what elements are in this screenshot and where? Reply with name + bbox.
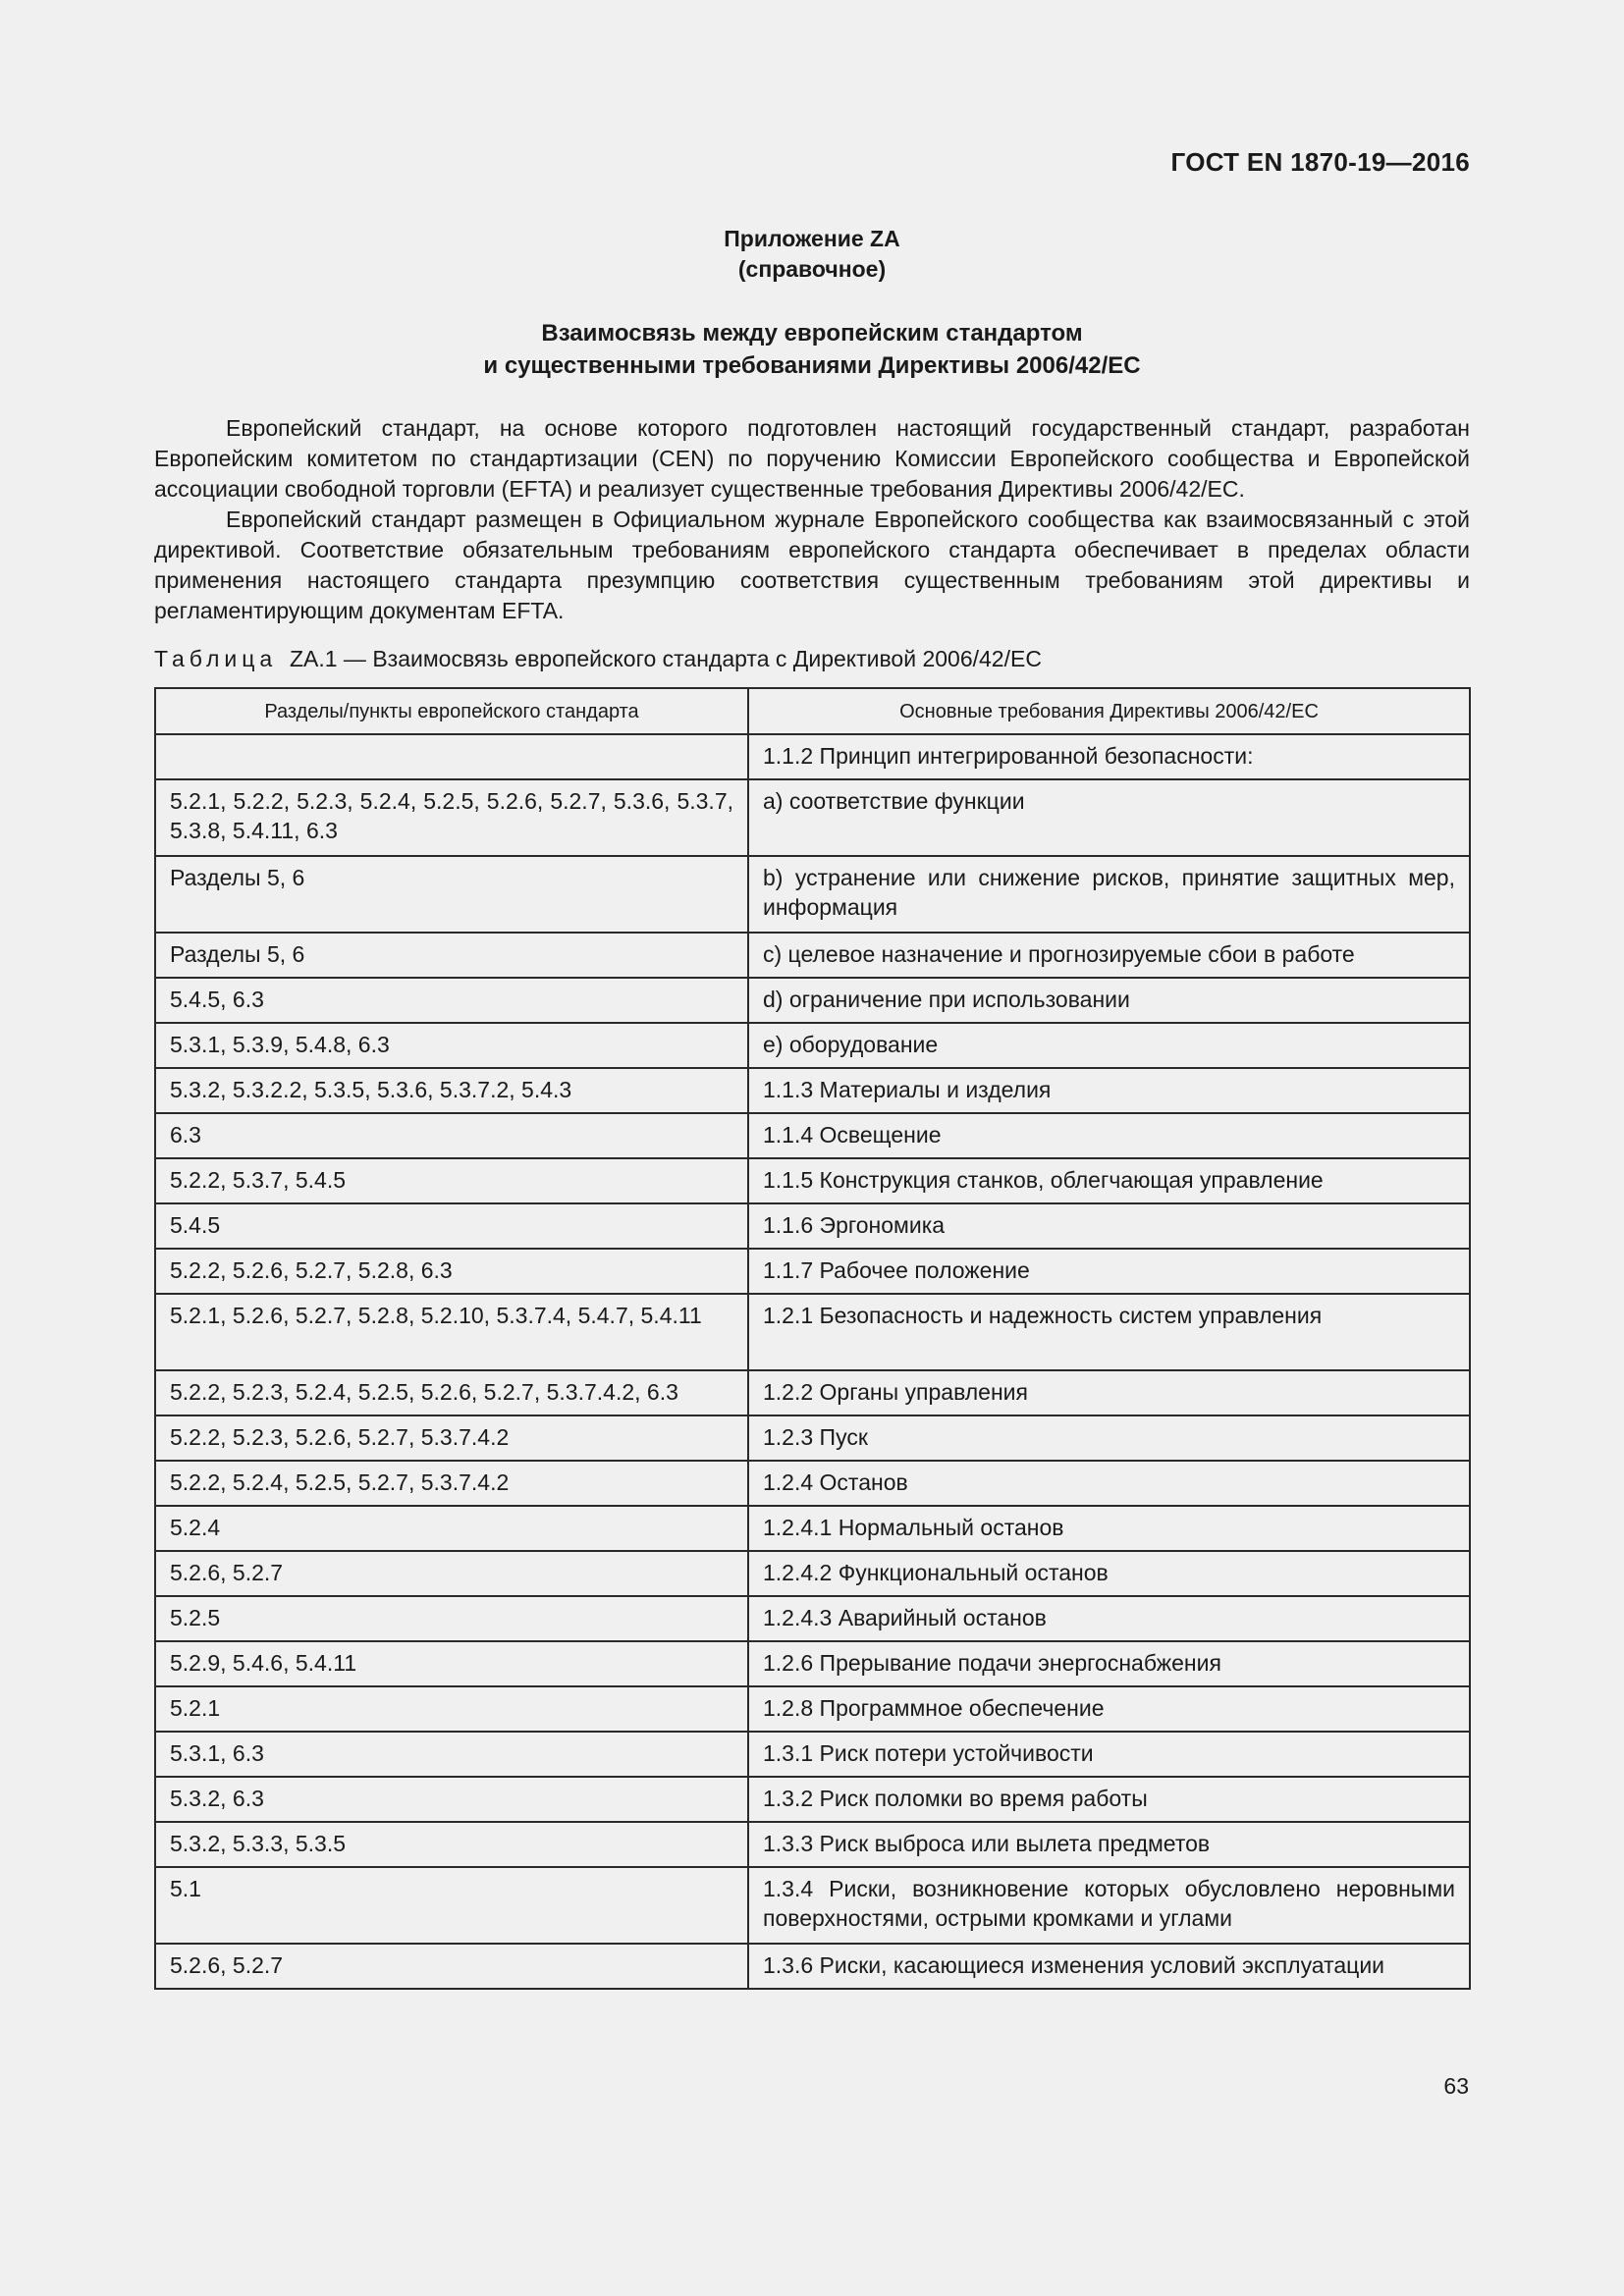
column-header-standard-clauses: Разделы/пункты европейского стандарта [155, 688, 748, 734]
table-row [155, 1822, 1470, 1867]
cell-directive-requirement: 1.2.8 Программное обеспечение [748, 1686, 1470, 1732]
table-row [155, 1732, 1470, 1777]
cell-standard-clauses: 5.4.5, 6.3 [155, 978, 748, 1023]
paragraph: Европейский стандарт размещен в Официальном журнале Европейского сообщества как взаимосвязанный с этой директивой. Соответствие обязательным требованиям европейского стандарта обеспечивает в пределах области применения настоящего стандарта презумпцию соответствия существенным требованиям этой директивы и регламентирующим документам EFTA. [154, 507, 1470, 623]
table-row [155, 1158, 1470, 1203]
table-caption-label: Таблица [154, 646, 278, 671]
cell-standard-clauses: 5.2.1, 5.2.6, 5.2.7, 5.2.8, 5.2.10, 5.3.7.4, 5.4.7, 5.4.11 [155, 1294, 748, 1370]
cell-directive-requirement: 1.1.3 Материалы и изделия [748, 1068, 1470, 1113]
cell-directive-requirement: a) соответствие функции [748, 779, 1470, 856]
table-row [155, 978, 1470, 1023]
table-body [155, 734, 1470, 1989]
cell-directive-requirement: 1.1.4 Освещение [748, 1113, 1470, 1158]
cell-standard-clauses: 5.2.2, 5.2.6, 5.2.7, 5.2.8, 6.3 [155, 1249, 748, 1294]
cell-standard-clauses: 5.3.1, 5.3.9, 5.4.8, 6.3 [155, 1023, 748, 1068]
cell-standard-clauses: 5.3.1, 6.3 [155, 1732, 748, 1777]
table-row [155, 1867, 1470, 1944]
paragraph: Европейский стандарт, на основе которого подготовлен настоящий государственный стандарт, разработан Европейским комитетом по стандартизации (CEN) по поручению Комиссии Европейского сообщества и Европейской ассоциации свободной торговли (EFTA) и реализует существенные требования Директивы 2006/42/ЕС. [154, 415, 1470, 502]
cell-directive-requirement: 1.3.3 Риск выброса или вылета предметов [748, 1822, 1470, 1867]
table-row [155, 1203, 1470, 1249]
cell-standard-clauses: 5.2.2, 5.3.7, 5.4.5 [155, 1158, 748, 1203]
appendix-title: Приложение ZA [724, 226, 900, 251]
section-title-line-2: и существенными требованиями Директивы 2006/42/ЕС [483, 352, 1141, 379]
correspondence-table [154, 687, 1471, 1990]
table-row [155, 779, 1470, 856]
cell-directive-requirement: 1.2.3 Пуск [748, 1415, 1470, 1461]
cell-standard-clauses: 5.3.2, 5.3.2.2, 5.3.5, 5.3.6, 5.3.7.2, 5.4.3 [155, 1068, 748, 1113]
cell-directive-requirement: 1.2.4 Останов [748, 1461, 1470, 1506]
cell-standard-clauses [155, 734, 748, 779]
table-row [155, 734, 1470, 779]
table-row [155, 1641, 1470, 1686]
cell-standard-clauses: 5.2.4 [155, 1506, 748, 1551]
table-row [155, 1249, 1470, 1294]
cell-directive-requirement: d) ограничение при использовании [748, 978, 1470, 1023]
cell-directive-requirement: 1.1.5 Конструкция станков, облегчающая управление [748, 1158, 1470, 1203]
cell-directive-requirement: 1.2.2 Органы управления [748, 1370, 1470, 1415]
cell-standard-clauses: 5.2.1 [155, 1686, 748, 1732]
cell-standard-clauses: 5.2.6, 5.2.7 [155, 1551, 748, 1596]
cell-directive-requirement: 1.2.4.2 Функциональный останов [748, 1551, 1470, 1596]
cell-directive-requirement: e) оборудование [748, 1023, 1470, 1068]
table-row [155, 1596, 1470, 1641]
cell-standard-clauses: 5.2.9, 5.4.6, 5.4.11 [155, 1641, 748, 1686]
table-row [155, 1370, 1470, 1415]
table-row [155, 1777, 1470, 1822]
table-row [155, 1551, 1470, 1596]
table-caption-text: ZA.1 — Взаимосвязь европейского стандарта с Директивой 2006/42/ЕС [289, 646, 1042, 671]
table-row [155, 1294, 1470, 1370]
cell-directive-requirement: 1.2.4.3 Аварийный останов [748, 1596, 1470, 1641]
cell-directive-requirement: 1.2.1 Безопасность и надежность систем управления [748, 1294, 1470, 1370]
cell-standard-clauses: 5.3.2, 6.3 [155, 1777, 748, 1822]
cell-directive-requirement: 1.2.6 Прерывание подачи энергоснабжения [748, 1641, 1470, 1686]
cell-standard-clauses: 5.3.2, 5.3.3, 5.3.5 [155, 1822, 748, 1867]
cell-standard-clauses: 5.1 [155, 1867, 748, 1944]
cell-directive-requirement: 1.3.1 Риск потери устойчивости [748, 1732, 1470, 1777]
table-row [155, 1506, 1470, 1551]
section-title-line-1: Взаимосвязь между европейским стандартом [541, 320, 1083, 347]
section-title [0, 317, 1624, 382]
table-header-row [155, 688, 1470, 734]
table-row [155, 1686, 1470, 1732]
table-row [155, 856, 1470, 933]
cell-standard-clauses: 6.3 [155, 1113, 748, 1158]
cell-standard-clauses: 5.4.5 [155, 1203, 748, 1249]
cell-standard-clauses: Разделы 5, 6 [155, 933, 748, 978]
document-code: ГОСТ EN 1870-19—2016 [1170, 147, 1470, 177]
cell-standard-clauses: 5.2.6, 5.2.7 [155, 1944, 748, 1989]
cell-standard-clauses: 5.2.2, 5.2.4, 5.2.5, 5.2.7, 5.3.7.4.2 [155, 1461, 748, 1506]
cell-directive-requirement: 1.1.2 Принцип интегрированной безопасности: [748, 734, 1470, 779]
cell-directive-requirement: 1.2.4.1 Нормальный останов [748, 1506, 1470, 1551]
table-row [155, 1113, 1470, 1158]
cell-directive-requirement: b) устранение или снижение рисков, принятие защитных мер, информация [748, 856, 1470, 933]
table-row [155, 933, 1470, 978]
cell-directive-requirement: 1.3.6 Риски, касающиеся изменения условий эксплуатации [748, 1944, 1470, 1989]
cell-directive-requirement: 1.3.2 Риск поломки во время работы [748, 1777, 1470, 1822]
table-row [155, 1415, 1470, 1461]
table-row [155, 1461, 1470, 1506]
table-row [155, 1023, 1470, 1068]
cell-standard-clauses: 5.2.2, 5.2.3, 5.2.6, 5.2.7, 5.3.7.4.2 [155, 1415, 748, 1461]
page-number: 63 [1443, 2073, 1469, 2099]
body-text [154, 413, 1470, 626]
table-row [155, 1068, 1470, 1113]
table-caption [154, 644, 1042, 674]
column-header-directive-requirements: Основные требования Директивы 2006/42/ЕС [748, 688, 1470, 734]
cell-directive-requirement: 1.1.7 Рабочее положение [748, 1249, 1470, 1294]
cell-directive-requirement: 1.3.4 Риски, возникновение которых обусловлено неровными поверхностями, острыми кромками и углами [748, 1867, 1470, 1944]
cell-standard-clauses: 5.2.5 [155, 1596, 748, 1641]
table-row [155, 1944, 1470, 1989]
cell-standard-clauses: Разделы 5, 6 [155, 856, 748, 933]
appendix-heading [0, 224, 1624, 285]
cell-directive-requirement: 1.1.6 Эргономика [748, 1203, 1470, 1249]
appendix-subtitle: (справочное) [737, 256, 887, 282]
cell-standard-clauses: 5.2.2, 5.2.3, 5.2.4, 5.2.5, 5.2.6, 5.2.7, 5.3.7.4.2, 6.3 [155, 1370, 748, 1415]
cell-standard-clauses: 5.2.1, 5.2.2, 5.2.3, 5.2.4, 5.2.5, 5.2.6, 5.2.7, 5.3.6, 5.3.7, 5.3.8, 5.4.11, 6.3 [155, 779, 748, 856]
cell-directive-requirement: c) целевое назначение и прогнозируемые сбои в работе [748, 933, 1470, 978]
